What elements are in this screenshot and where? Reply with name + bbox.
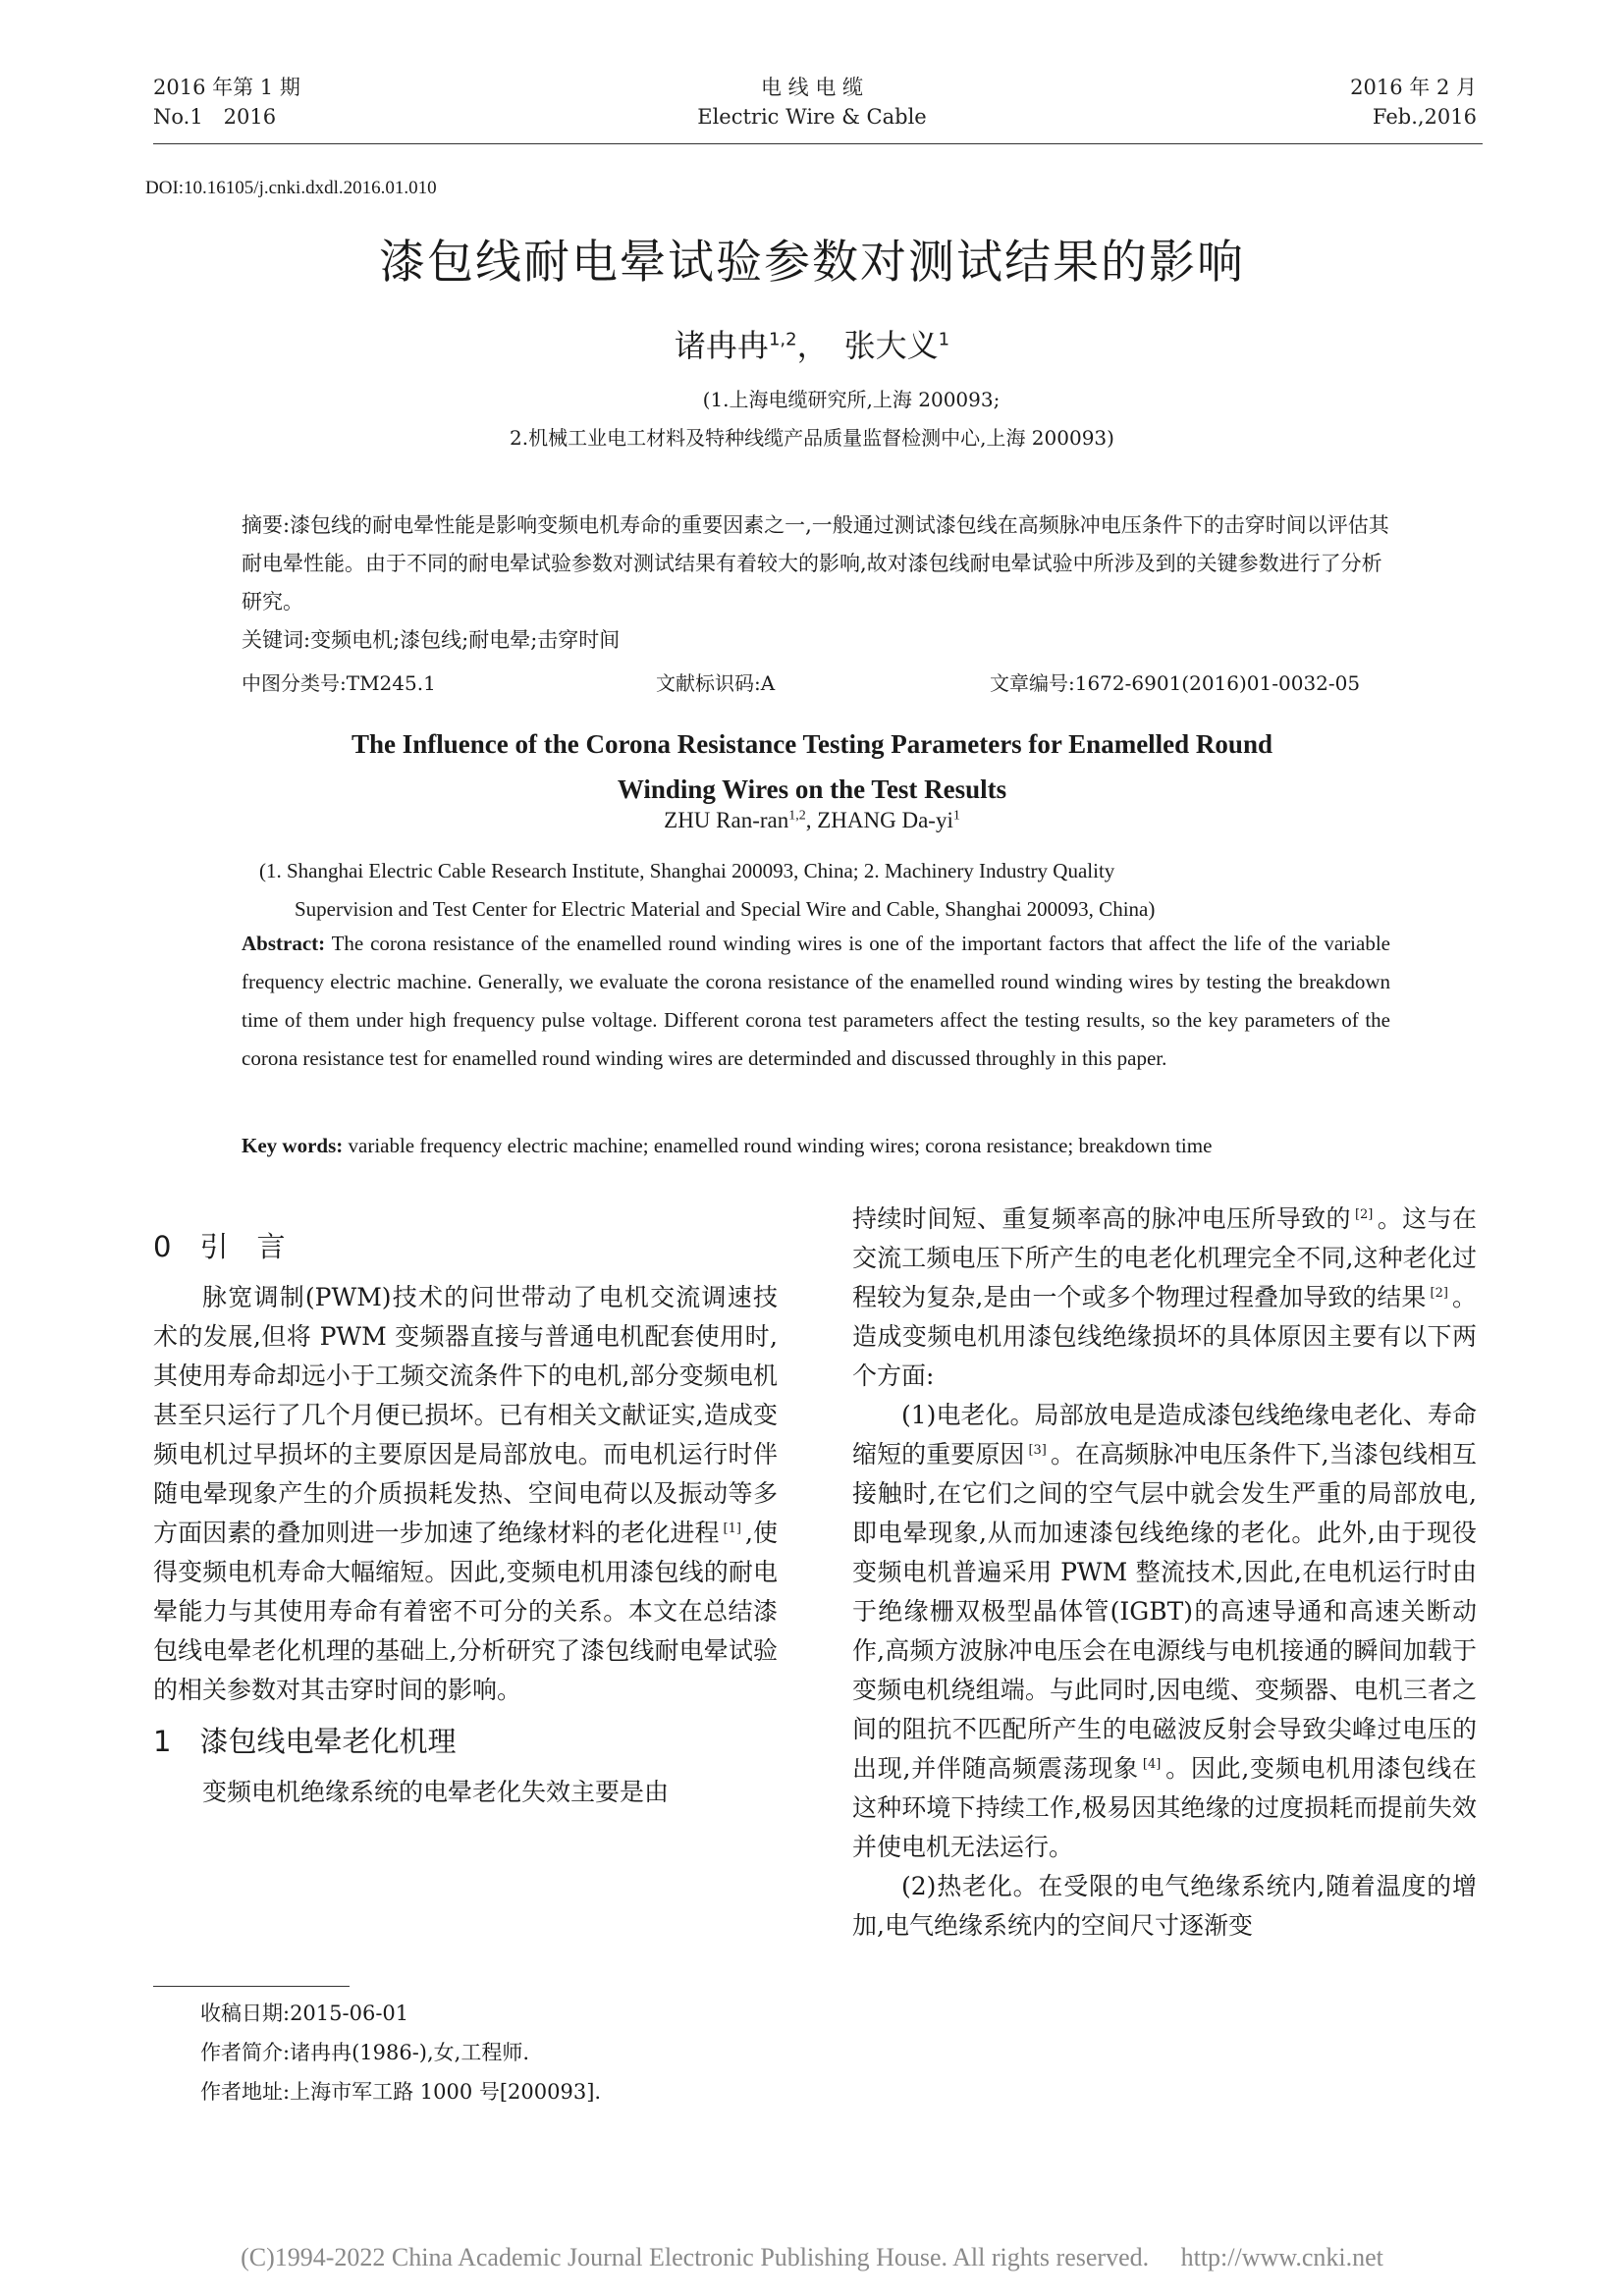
author-separator: , <box>805 808 818 832</box>
body-paragraph <box>852 1200 1477 1396</box>
keywords-en-text: variable frequency electric machine; enamelled round winding wires; corona resistance; breakdown time <box>343 1134 1213 1157</box>
author-name: 张大义 <box>843 327 939 364</box>
section-heading: 0 引 言 <box>153 1230 286 1263</box>
header-date-en: Feb.,2016 <box>1372 105 1477 129</box>
body-paragraph <box>153 1773 778 1812</box>
paper-title-en-line2: Winding Wires on the Test Results <box>617 774 1007 804</box>
paper-title-cn: 漆包线耐电晕试验参数对测试结果的影响 <box>379 236 1245 290</box>
abstract-cn <box>242 507 1390 621</box>
affiliations-en <box>259 852 1359 929</box>
author-separator: ， <box>796 327 844 364</box>
body-column-right <box>852 1200 1477 1946</box>
abstract-en <box>242 925 1390 1078</box>
document-code: 文献标识码:A <box>656 671 776 695</box>
keywords-en-label: Key words: <box>242 1134 344 1157</box>
footnote-bio: 作者简介:诸冉冉(1986-),女,工程师. <box>200 2041 530 2064</box>
paragraph-text: 变频电机绝缘系统的电晕老化失效主要是由 <box>202 1778 670 1806</box>
author-affiliation-marker: 1 <box>952 808 960 824</box>
authors-cn <box>0 324 1624 367</box>
section-heading: 1 漆包线电晕老化机理 <box>153 1725 457 1758</box>
clc-number: 中图分类号:TM245.1 <box>242 671 436 695</box>
header-journal-en: Electric Wire & Cable <box>697 105 927 129</box>
paragraph-text: 。因此,变频电机用漆包线在这种环境下持续工作,极易因其绝缘的过度损耗而提前失效并使电机无法运行。 <box>852 1754 1478 1861</box>
header-date-cn: 2016 年 2 月 <box>1350 76 1477 99</box>
abstract-en-text: The corona resistance of the enamelled round winding wires is one of the important factors that affect the life of the variable frequency electric machine. Generally, we evaluate the corona resistance of the enamelled round winding wires by testing the breakdown time of them under high frequency pulse voltage. Different corona test parameters affect the testing results, so the key parameters of the corona resistance test for enamelled round winding wires are determinded and discussed throughly in this paper. <box>242 932 1390 1070</box>
paragraph-text: 脉宽调制(PWM)技术的问世带动了电机交流调速技术的发展,但将 PWM 变频器直接与普通电机配套使用时,其使用寿命却远小于工频交流条件下的电机,部分变频电机甚至只运行了几个月便已损坏。已有相关文献证实,造成变频电机过早损坏的主要原因是局部放电。而电机运行时伴随电晕现象产生的介质损耗发热、空间电荷以及振动等多方面因素的叠加则进一步加速了绝缘材料的老化进程 <box>153 1283 778 1547</box>
header-date <box>1350 73 1477 132</box>
author-name: ZHU Ran-ran <box>664 808 789 832</box>
citation-marker: [2] <box>1430 1285 1448 1301</box>
paragraph-text: 持续时间短、重复频率高的脉冲电压所导致的 <box>852 1204 1351 1233</box>
affiliation-en-1: (1. Shanghai Electric Cable Research Institute, Shanghai 200093, China; 2. Machinery Industry Quality <box>259 859 1115 882</box>
header-rule <box>153 143 1483 144</box>
body-paragraph <box>852 1867 1477 1946</box>
header-issue-en: No.1 2016 <box>153 105 277 129</box>
author-name: 诸冉冉 <box>674 327 769 364</box>
abstract-cn-text: 摘要:漆包线的耐电晕性能是影响变频电机寿命的重要因素之一,一般通过测试漆包线在高频脉冲电压条件下的击穿时间以评估其耐电晕性能。由于不同的耐电晕试验参数对测试结果有着较大的影响,故对漆包线耐电晕试验中所涉及到的关键参数进行了分析研究。 <box>242 513 1389 614</box>
paragraph-text: ,使得变频电机寿命大幅缩短。因此,变频电机用漆包线的耐电晕能力与其使用寿命有着密不可分的关系。本文在总结漆包线电晕老化机理的基础上,分析研究了漆包线耐电晕试验的相关参数对其击穿时间的影响。 <box>153 1519 778 1704</box>
citation-marker: [4] <box>1142 1756 1162 1772</box>
body-paragraph <box>153 1278 778 1710</box>
affiliation-cn-1: (1.上海电缆研究所,上海 200093; <box>702 388 1001 411</box>
author-affiliation-marker: 1 <box>938 329 950 350</box>
author-affiliation-marker: 1,2 <box>788 808 806 824</box>
abstract-en-label: Abstract: <box>242 932 326 955</box>
paragraph-text: 。在高频脉冲电压条件下,当漆包线相互接触时,在它们之间的空气层中就会发生严重的局部放电,即电晕现象,从而加速漆包线绝缘的老化。此外,由于现役变频电机普遍采用 PWM 整流技术,因此,在电机运行时由于绝缘栅双极型晶体管(IGBT)的高速导通和高速关断动作,高频方波脉冲电压会在电源线与电机接通的瞬间加载于变频电机绕组端。与此同时,因电缆、变频器、电机三者之间的阻抗不匹配所产生的电磁波反射会导致尖峰过电压的出现,并伴随高频震荡现象 <box>852 1440 1477 1783</box>
paragraph-text: 。造成变频电机用漆包线绝缘损坏的具体原因主要有以下两个方面: <box>852 1283 1477 1390</box>
doi: DOI:10.16105/j.cnki.dxdl.2016.01.010 <box>145 178 437 198</box>
article-number: 文章编号:1672-6901(2016)01-0032-05 <box>990 671 1361 695</box>
footnote-received: 收稿日期:2015-06-01 <box>200 2002 409 2025</box>
citation-marker: [3] <box>1028 1442 1047 1458</box>
paper-title-en <box>0 721 1624 812</box>
header-issue-cn: 2016 年第 1 期 <box>153 76 300 99</box>
citation-marker: [1] <box>723 1521 741 1536</box>
keywords-en <box>242 1127 1410 1165</box>
paper-title-en-line1: The Influence of the Corona Resistance Testing Parameters for Enamelled Round <box>352 729 1272 759</box>
paragraph-text: (1)电老化。局部放电是造成漆包线绝缘电老化、寿命缩短的重要原因 <box>852 1401 1477 1468</box>
affiliation-en-2: Supervision and Test Center for Electric Material and Special Wire and Cable, Shanghai 200093, China) <box>295 897 1156 921</box>
affiliation-cn-2: 2.机械工业电工材料及特种线缆产品质量监督检测中心,上海 200093) <box>510 426 1114 450</box>
body-column-left <box>153 1215 778 1812</box>
authors-en <box>0 805 1624 836</box>
footnote <box>200 1994 601 2111</box>
copyright-watermark: (C)1994-2022 China Academic Journal Electronic Publishing House. All rights reserved. http://www.cnki.net <box>241 2243 1383 2271</box>
author-name: ZHANG Da-yi <box>817 808 953 832</box>
body-paragraph <box>852 1396 1477 1867</box>
footnote-address: 作者地址:上海市军工路 1000 号[200093]. <box>200 2080 602 2104</box>
paragraph-text: (2)热老化。在受限的电气绝缘系统内,随着温度的增加,电气绝缘系统内的空间尺寸逐渐变 <box>852 1872 1477 1940</box>
author-affiliation-marker: 1,2 <box>768 329 797 350</box>
keywords-cn: 关键词:变频电机;漆包线;耐电晕;击穿时间 <box>242 628 621 652</box>
paragraph-text: 。这与在交流工频电压下所产生的电老化机理完全不同,这种老化过程较为复杂,是由一个或多个物理过程叠加导致的结果 <box>852 1204 1477 1311</box>
citation-marker: [2] <box>1354 1206 1374 1222</box>
footnote-rule <box>153 1986 350 1987</box>
header-journal-cn: 电 线 电 缆 <box>760 76 864 99</box>
